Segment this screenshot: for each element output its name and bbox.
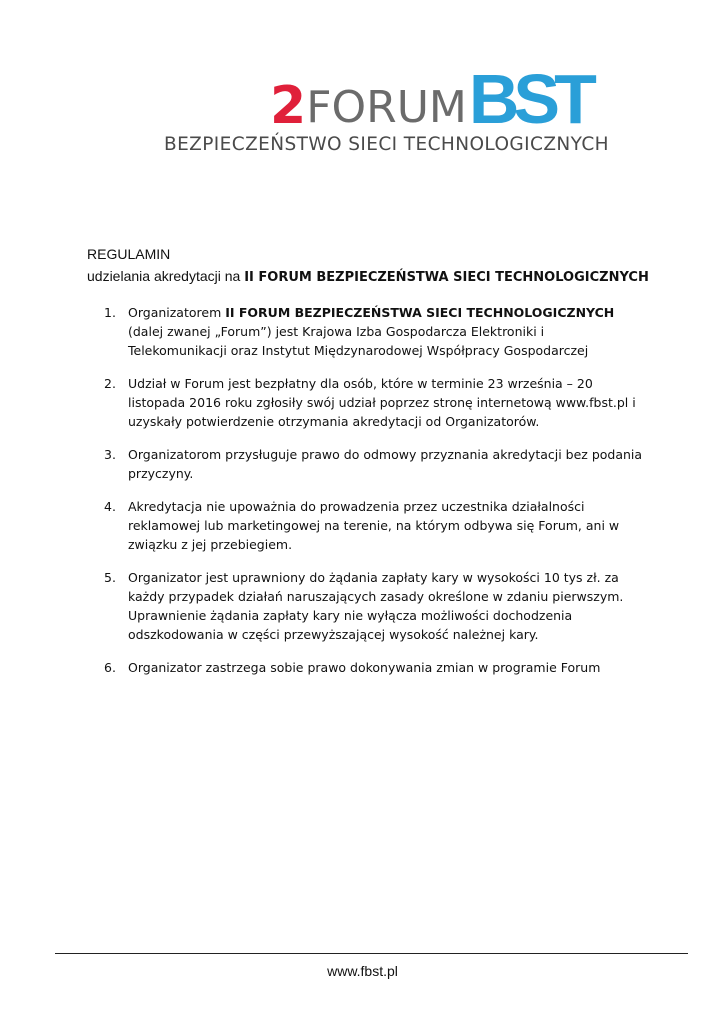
item-text: Udział w Forum jest bezpłatny dla osób, które w terminie 23 września – 20 listopada 2016 roku zgłosiły swój udział poprzez stronę internetową www.fbst.pl i uzyskały potwierdzenie otrzymania akredytacji od Organizatorów.: [128, 376, 636, 429]
subtitle-event-name: II FORUM BEZPIECZEŃSTWA SIECI TECHNOLOGICZNYCH: [244, 270, 649, 285]
footer-url: www.fbst.pl: [327, 963, 398, 979]
item-text: Organizator zastrzega sobie prawo dokonywania zmian w programie Forum: [128, 660, 601, 675]
item-number: 2.: [104, 376, 116, 391]
item-text: Organizator jest uprawniony do żądania zapłaty kary w wysokości 10 tys zł. za każdy przypadek działań naruszających zasady określone w zdaniu pierwszym. Uprawnienie żądania zapłaty kary nie wyłącza możliwości dochodzenia odszkodowania w części przewyższającej wysokość należnej kary.: [128, 570, 624, 642]
document-subtitle: [87, 268, 649, 285]
item-number: 5.: [104, 570, 116, 585]
item-number: 1.: [104, 305, 116, 320]
item-number: 6.: [104, 660, 116, 675]
item-number: 3.: [104, 447, 116, 462]
item-text: (dalej zwanej „Forum”) jest Krajowa Izba Gospodarcza Elektroniki i Telekomunikacji oraz Instytut Międzynarodowej Współpracy Gospodarczej: [128, 324, 589, 358]
logo-forum: FORUM: [306, 82, 467, 133]
logo-two: 2: [270, 76, 305, 136]
logo-wordmark: [270, 60, 591, 138]
list-item: [104, 445, 644, 483]
list-item: [104, 658, 644, 677]
item-text-prefix: Organizatorem: [128, 305, 226, 320]
logo-bst: BST: [468, 60, 591, 138]
regulations-list: [104, 303, 644, 691]
list-item: [104, 374, 644, 431]
list-item: [104, 303, 644, 360]
item-bold-name: II FORUM BEZPIECZEŃSTWA SIECI TECHNOLOGICZNYCH: [225, 305, 615, 320]
footer-divider: [55, 953, 688, 954]
list-item: [104, 497, 644, 554]
forum-logo: [160, 60, 609, 165]
list-item: [104, 568, 644, 644]
item-number: 4.: [104, 499, 116, 514]
document-title: REGULAMIN: [87, 246, 171, 262]
item-text: Akredytacja nie upoważnia do prowadzenia przez uczestnika działalności reklamowej lub marketingowej na terenie, na którym odbywa się Forum, ani w związku z jej przebiegiem.: [128, 499, 620, 552]
subtitle-prefix: udzielania akredytacji na: [87, 268, 245, 284]
logo-subtitle: BEZPIECZEŃSTWO SIECI TECHNOLOGICZNYCH: [164, 134, 609, 155]
item-text: Organizatorom przysługuje prawo do odmowy przyznania akredytacji bez podania przyczyny.: [128, 447, 643, 481]
